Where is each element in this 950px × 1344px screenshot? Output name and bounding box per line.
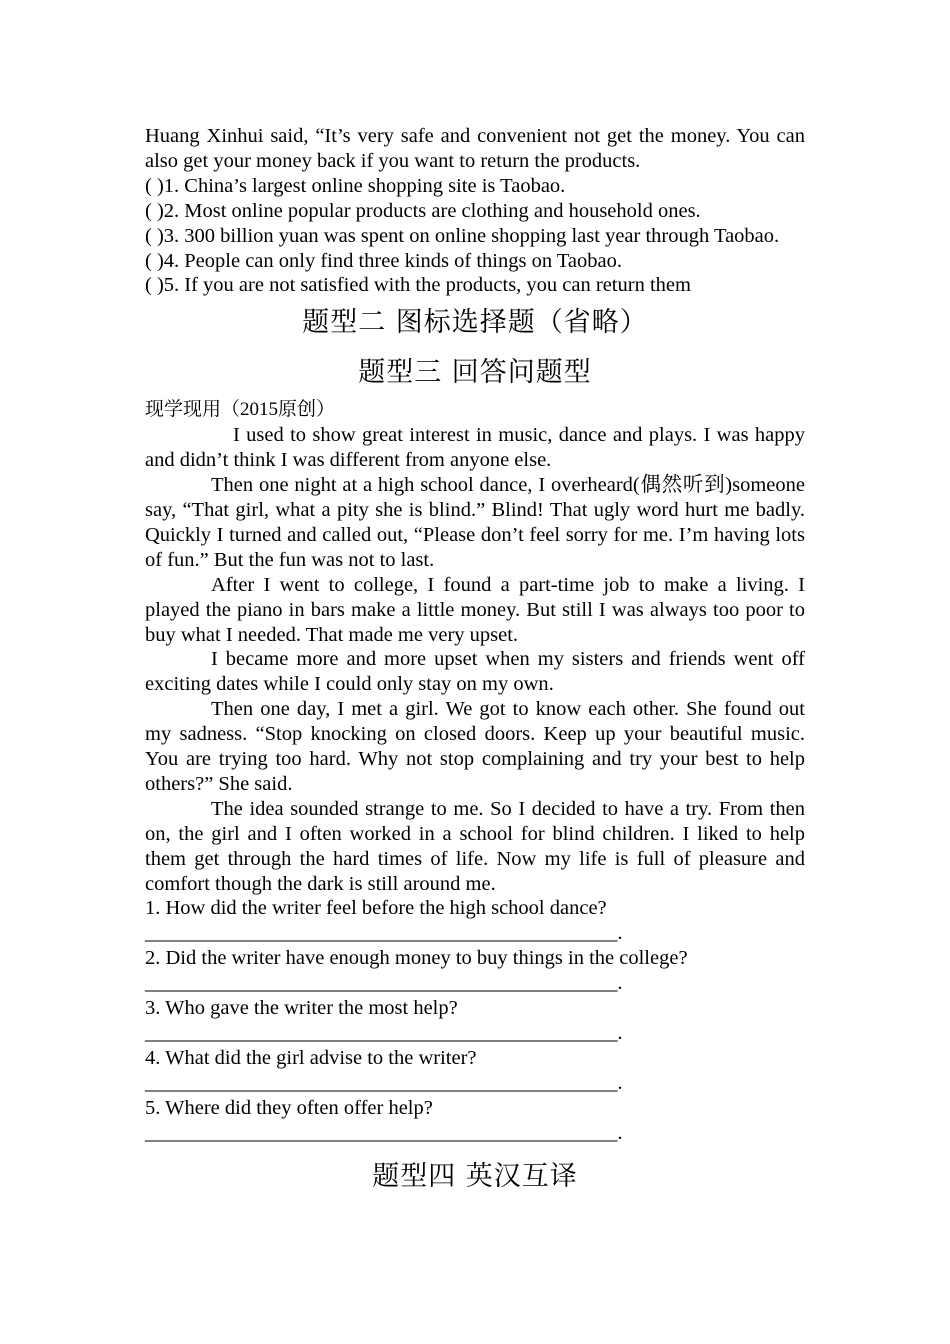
section-heading-type4: 题型四 英汉互译	[372, 1160, 578, 1192]
passage1-paragraph-end: Huang Xinhui said, “It’s very safe and convenient not get the money. You can also get your money back if you want to return the products.	[145, 125, 805, 172]
passage2-paragraph-2: Then one night at a high school dance, I overheard(偶然听到)someone say, “That girl, what a pity she is blind.” Blind! That ugly word hurt me badly. Quickly I turned and called out, “Please don’t feel sorry for me. I’m having lots of fun.” But the fun was not to last.	[145, 474, 805, 571]
answer-question-4: 4. What did the girl advise to the writer?	[145, 1046, 477, 1069]
section-heading-type3: 题型三 回答问题型	[358, 357, 592, 389]
answer-question-3: 3. Who gave the writer the most help?	[145, 997, 458, 1020]
tf-question-1: ( )1. China’s largest online shopping site is Taobao.	[145, 174, 566, 197]
passage-source: 现学现用（2015原创）	[145, 399, 336, 421]
tf-question-4: ( )4. People can only find three kinds of things on Taobao.	[145, 249, 622, 272]
answer-blank-3[interactable]: _______________________________________________.	[145, 1022, 623, 1044]
tf-question-2: ( )2. Most online popular products are clothing and household ones.	[145, 199, 701, 222]
answer-blank-1[interactable]: _______________________________________________.	[145, 922, 623, 945]
passage2-paragraph-4: I became more and more upset when my sisters and friends went off exciting dates while I could only stay on my own.	[145, 648, 805, 696]
answer-question-5: 5. Where did they often offer help?	[145, 1096, 433, 1119]
passage2-paragraph-1: I used to show great interest in music, dance and plays. I was happy and didn’t think I was different from anyone else.	[145, 424, 805, 472]
answer-blank-2[interactable]: _______________________________________________.	[145, 972, 623, 995]
answer-blank-5[interactable]: _______________________________________________.	[145, 1121, 623, 1144]
tf-question-3: ( )3. 300 billion yuan was spent on online shopping last year through Taobao.	[145, 224, 780, 247]
answer-question-2: 2. Did the writer have enough money to buy things in the college?	[145, 947, 688, 970]
passage2-paragraph-5: Then one day, I met a girl. We got to know each other. She found out my sadness. “Stop knocking on closed doors. Keep up your beautiful music. You are trying too hard. Why not stop complaining and try your best to help others?” She said.	[145, 698, 805, 795]
passage2-paragraph-3: After I went to college, I found a part-time job to make a living. I played the piano in bars make a little money. But still I was always too poor to buy what I needed. That made me very upset.	[145, 573, 805, 646]
passage2-paragraph-6: The idea sounded strange to me. So I decided to have a try. From then on, the girl and I often worked in a school for blind children. I liked to help them get through the hard times of life. Now my life is full of pleasure and comfort though the dark is still around me.	[145, 797, 805, 895]
section-heading-type2: 题型二 图标选择题（省略）	[302, 307, 648, 339]
answer-question-1: 1. How did the writer feel before the high school dance?	[145, 897, 607, 920]
answer-blank-4[interactable]: _______________________________________________.	[145, 1071, 623, 1094]
document-content	[145, 124, 805, 1208]
tf-question-5: ( )5. If you are not satisfied with the products, you can return them	[145, 274, 691, 297]
